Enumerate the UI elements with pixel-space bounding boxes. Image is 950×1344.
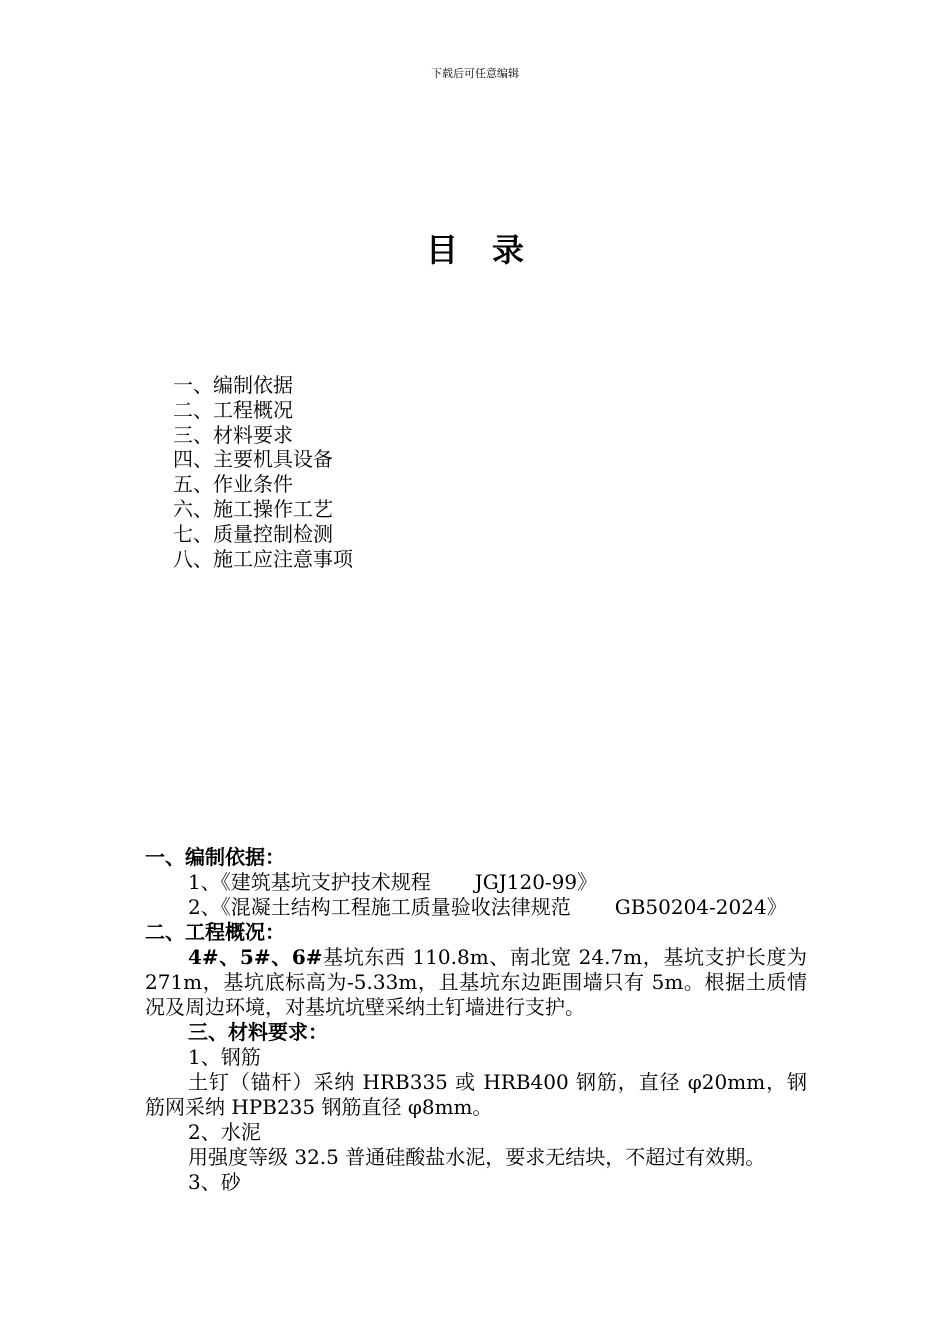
- reference-1: [145, 870, 807, 895]
- toc-item-7: 七、质量控制检测: [173, 521, 333, 546]
- toc-item-3: 三、材料要求: [173, 422, 293, 447]
- building-number-c: 6#: [291, 945, 323, 969]
- toc-item-5: 五、作业条件: [173, 472, 293, 497]
- toc-list: [173, 373, 353, 571]
- section-heading-materials: 三、材料要求：: [188, 1020, 328, 1044]
- separator-b: 、: [270, 945, 292, 969]
- toc-item-2: 二、工程概况: [173, 397, 293, 422]
- building-number-a: 4#: [188, 945, 219, 969]
- material-item-1-text: 土钉（锚杆）采纳 HRB335 或 HRB400 钢筋，直径 φ20mm，钢筋网采纳 HPB235 钢筋直径 φ8mm。: [145, 1070, 807, 1119]
- reference-2-code: GB50204-2024》: [614, 895, 787, 919]
- building-number-b: 5#: [239, 945, 271, 969]
- reference-1-code: JGJ120-99》: [474, 870, 598, 894]
- overview-text: 基坑东西 110.8m、南北宽 24.7m，基坑支护长度为 271m，基坑底标高为-5.33m，且基坑东边距围墙只有 5m。根据土质情况及周边环境，对基坑坑壁采纳土钉墙进行支护。: [145, 945, 808, 1019]
- toc-item-8: 八、施工应注意事项: [173, 546, 353, 571]
- reference-2-title: 2、《混凝土结构工程施工质量验收法律规范: [188, 895, 571, 919]
- section-heading-overview: 二、工程概况：: [145, 920, 285, 944]
- material-item-1-title: 1、钢筋: [188, 1045, 261, 1069]
- reference-2: [145, 895, 807, 920]
- page-header: 下载后可任意编辑: [431, 67, 519, 80]
- overview-paragraph: [145, 945, 807, 1020]
- toc-title: 目录: [425, 231, 558, 269]
- section-heading-basis: 一、编制依据：: [145, 845, 285, 869]
- toc-item-4: 四、主要机具设备: [173, 447, 333, 472]
- material-item-2-title: 2、水泥: [188, 1120, 261, 1144]
- reference-1-title: 1、《建筑基坑支护技术规程: [188, 870, 431, 894]
- document-body: [145, 845, 807, 1195]
- material-item-2-text: 用强度等级 32.5 普通硅酸盐水泥，要求无结块，不超过有效期。: [188, 1145, 766, 1169]
- toc-item-1: 一、编制依据: [173, 373, 293, 397]
- material-item-3-title: 3、砂: [188, 1170, 241, 1194]
- toc-item-6: 六、施工操作工艺: [173, 496, 333, 521]
- separator-a: 、: [218, 945, 240, 969]
